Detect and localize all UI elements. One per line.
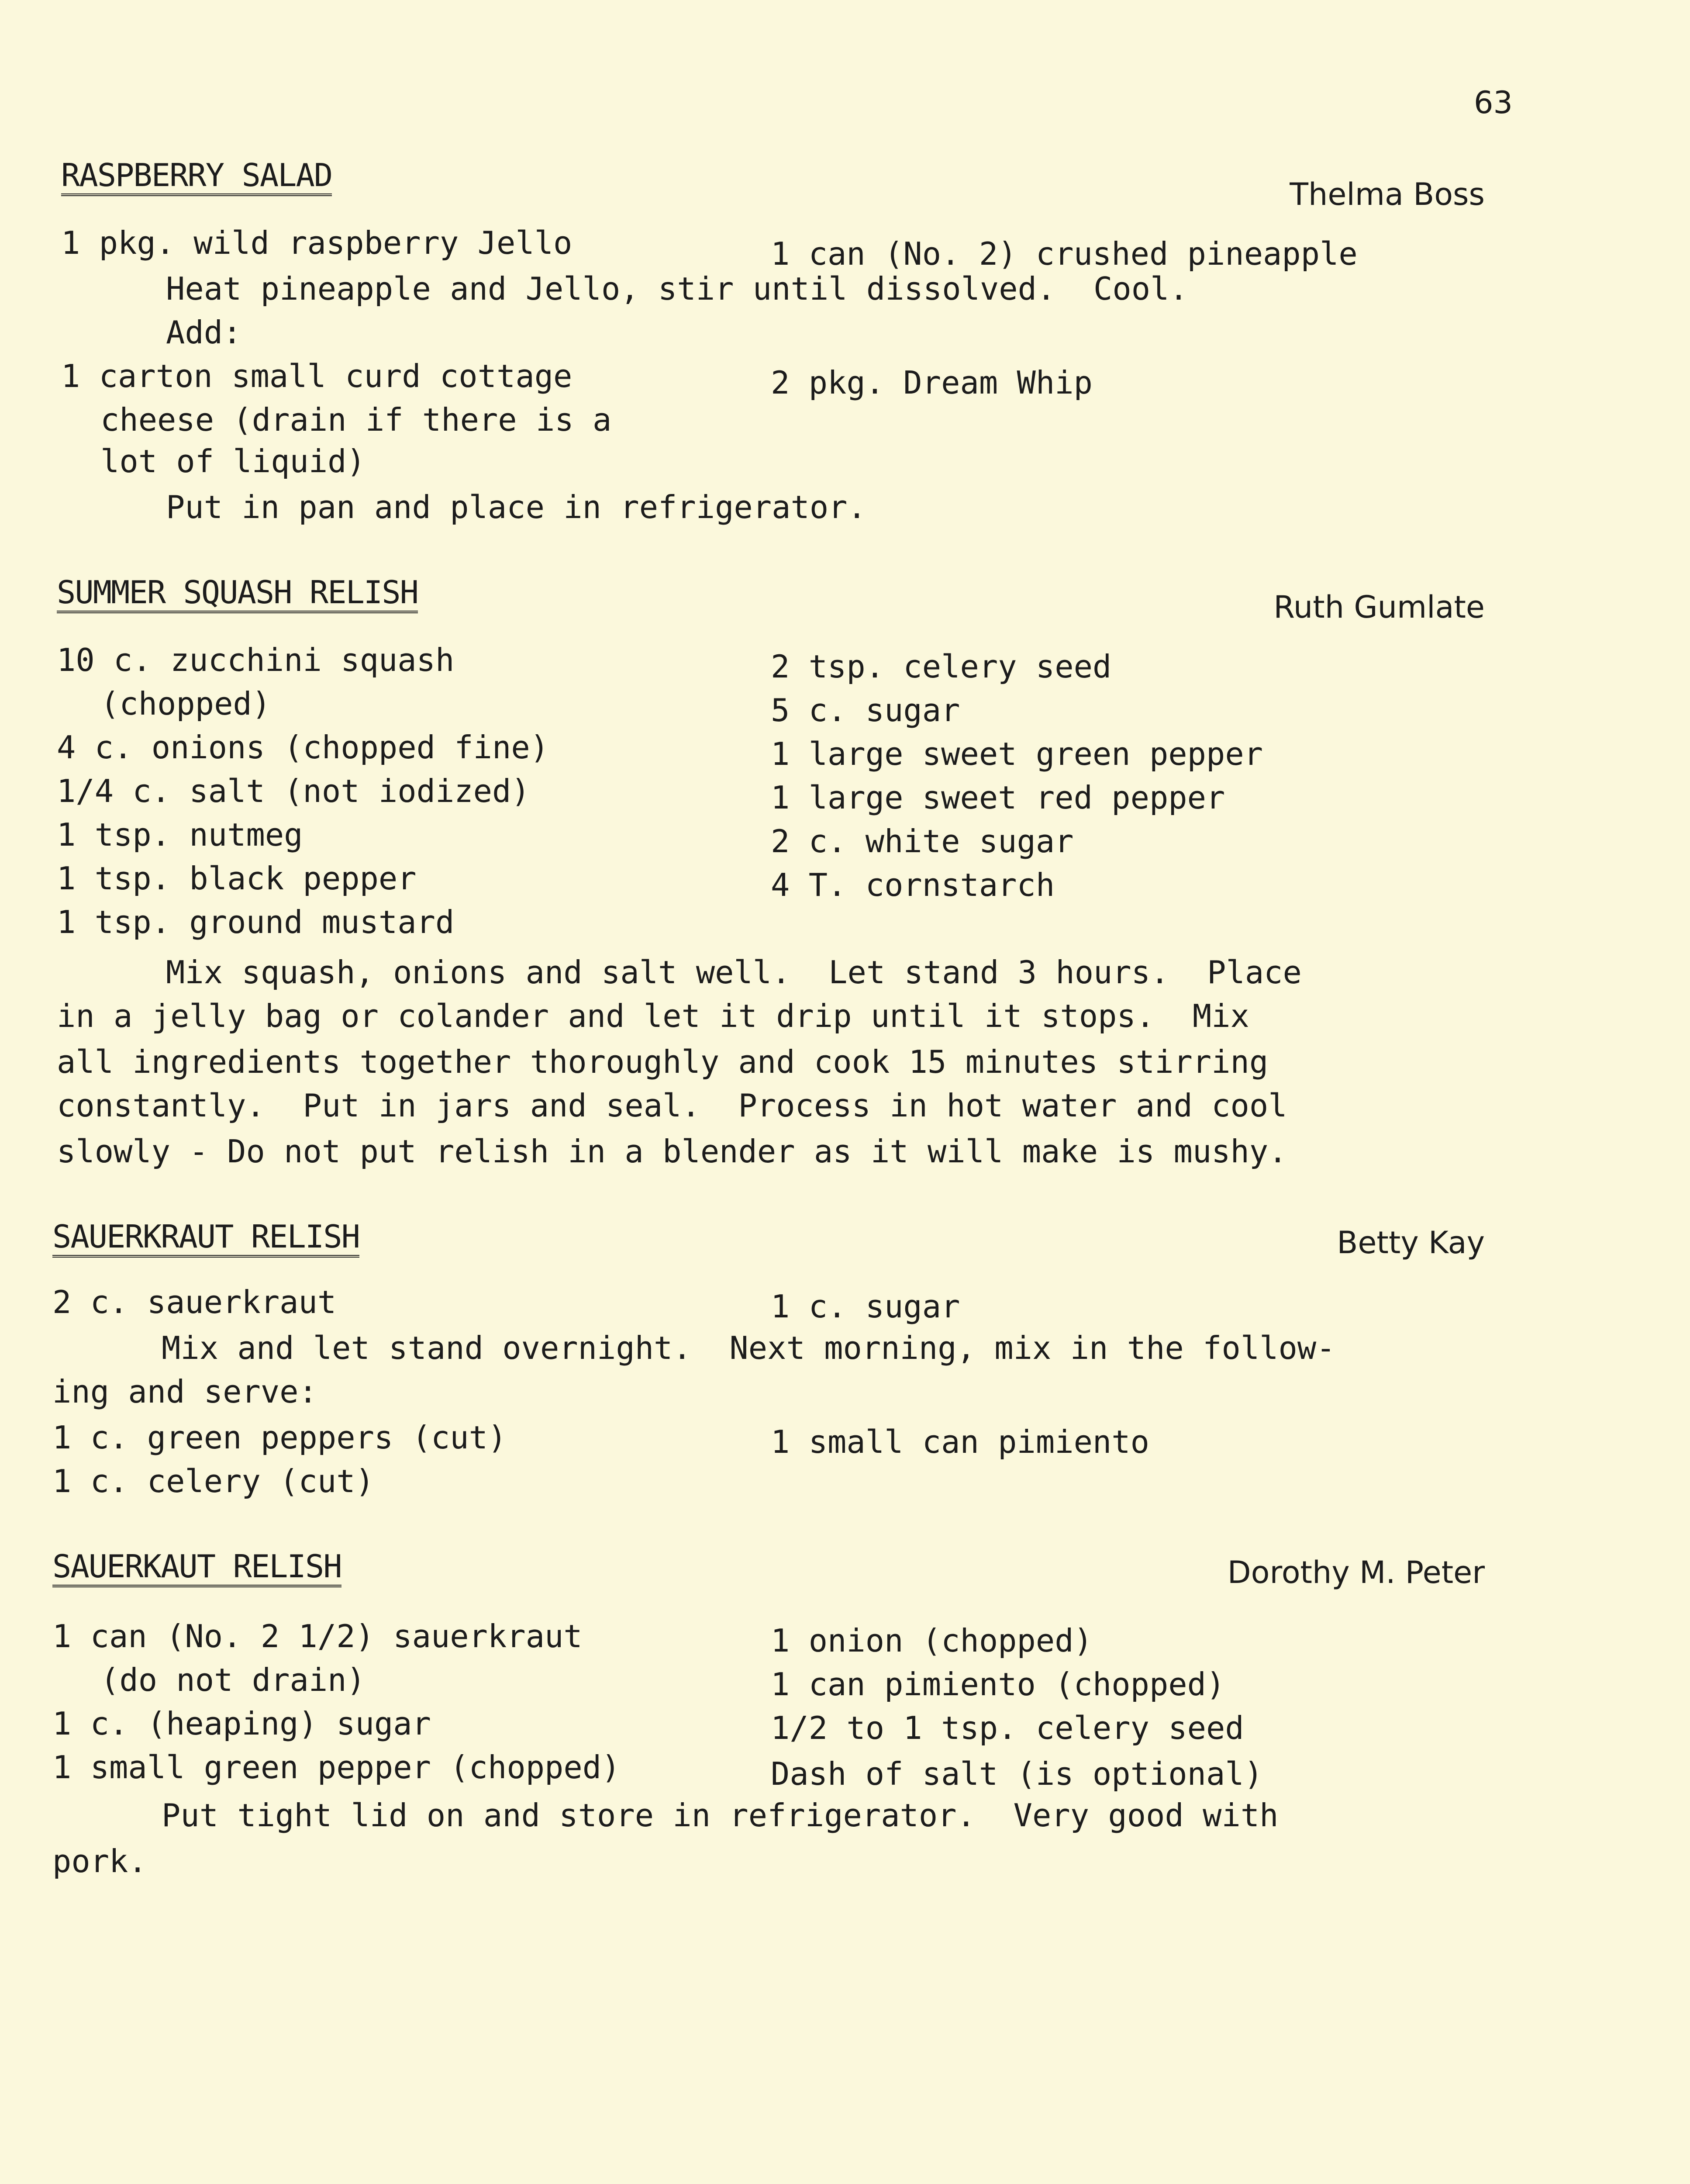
recipe-author: Ruth Gumlate (1273, 589, 1485, 625)
ingredient: (do not drain) (100, 1662, 366, 1698)
instruction-line: Mix squash, onions and salt well. Let stand 3 hours. Place (166, 954, 1302, 991)
ingredient: 1 pkg. wild raspberry Jello (61, 225, 573, 261)
ingredient: 1 c. celery (cut) (52, 1463, 374, 1500)
recipe-title: SAUERKRAUT RELISH (52, 1221, 359, 1258)
instruction-line: Put tight lid on and store in refrigerator. Very good with (162, 1797, 1279, 1834)
ingredient: 2 c. sauerkraut (52, 1284, 337, 1320)
ingredient: 1 large sweet green pepper (771, 736, 1263, 772)
instruction-line: Heat pineapple and Jello, stir until dissolved. Cool. (166, 270, 1188, 307)
ingredient: 1 c. sugar (771, 1288, 960, 1325)
ingredient: 5 c. sugar (771, 692, 960, 729)
ingredient: 1 can (No. 2) crushed pineapple (771, 235, 1358, 272)
ingredient: (chopped) (100, 685, 271, 722)
ingredient: 1/4 c. salt (not iodized) (57, 773, 530, 809)
instruction-line: constantly. Put in jars and seal. Process in hot water and cool (57, 1087, 1287, 1124)
ingredient: 2 c. white sugar (771, 823, 1074, 860)
ingredient: 1 large sweet red pepper (771, 779, 1225, 816)
ingredient: 1 c. green peppers (cut) (52, 1419, 507, 1456)
instruction-line: Put in pan and place in refrigerator. (166, 489, 866, 525)
ingredient: 1 can (No. 2 1/2) sauerkraut (52, 1618, 583, 1655)
ingredient: 4 c. onions (chopped fine) (57, 729, 549, 766)
ingredient: cheese (drain if there is a (100, 401, 612, 438)
recipe-title: SAUERKAUT RELISH (52, 1551, 341, 1587)
ingredient: 10 c. zucchini squash (57, 642, 455, 678)
instruction-line: slowly - Do not put relish in a blender as it will make is mushy. (57, 1133, 1287, 1170)
instruction-line: all ingredients together thoroughly and cook 15 minutes stirring (57, 1044, 1269, 1080)
ingredient: 1 can pimiento (chopped) (771, 1666, 1225, 1703)
ingredient: 2 tsp. celery seed (771, 648, 1112, 685)
ingredient: 1 c. (heaping) sugar (52, 1705, 431, 1742)
recipe-title: SUMMER SQUASH RELISH (57, 577, 418, 613)
recipe-author: Thelma Boss (1290, 176, 1485, 212)
recipe-author: Betty Kay (1337, 1225, 1485, 1261)
page-number: 63 (1474, 85, 1513, 121)
ingredient: 1 tsp. black pepper (57, 860, 417, 897)
recipe-author: Dorothy M. Peter (1227, 1555, 1485, 1590)
ingredient: 1/2 to 1 tsp. celery seed (771, 1710, 1244, 1746)
instruction-line: ing and serve: (52, 1373, 317, 1410)
ingredient: lot of liquid) (100, 443, 366, 480)
ingredient: 1 tsp. ground mustard (57, 904, 455, 940)
ingredient: 1 carton small curd cottage (61, 358, 573, 394)
ingredient: 1 onion (chopped) (771, 1622, 1093, 1659)
instruction-line: pork. (52, 1843, 147, 1880)
ingredient: 1 small can pimiento (771, 1424, 1149, 1460)
ingredient: Dash of salt (is optional) (771, 1755, 1263, 1792)
ingredient: 1 tsp. nutmeg (57, 816, 303, 853)
instruction-line: in a jelly bag or colander and let it drip until it stops. Mix (57, 998, 1249, 1034)
ingredient: 1 small green pepper (chopped) (52, 1749, 621, 1786)
ingredient: 4 T. cornstarch (771, 867, 1055, 903)
ingredient: 2 pkg. Dream Whip (771, 364, 1093, 401)
instruction-line: Add: (166, 314, 242, 351)
recipe-title: RASPBERRY SALAD (61, 159, 332, 196)
instruction-line: Mix and let stand overnight. Next morning, mix in the follow- (162, 1330, 1335, 1366)
